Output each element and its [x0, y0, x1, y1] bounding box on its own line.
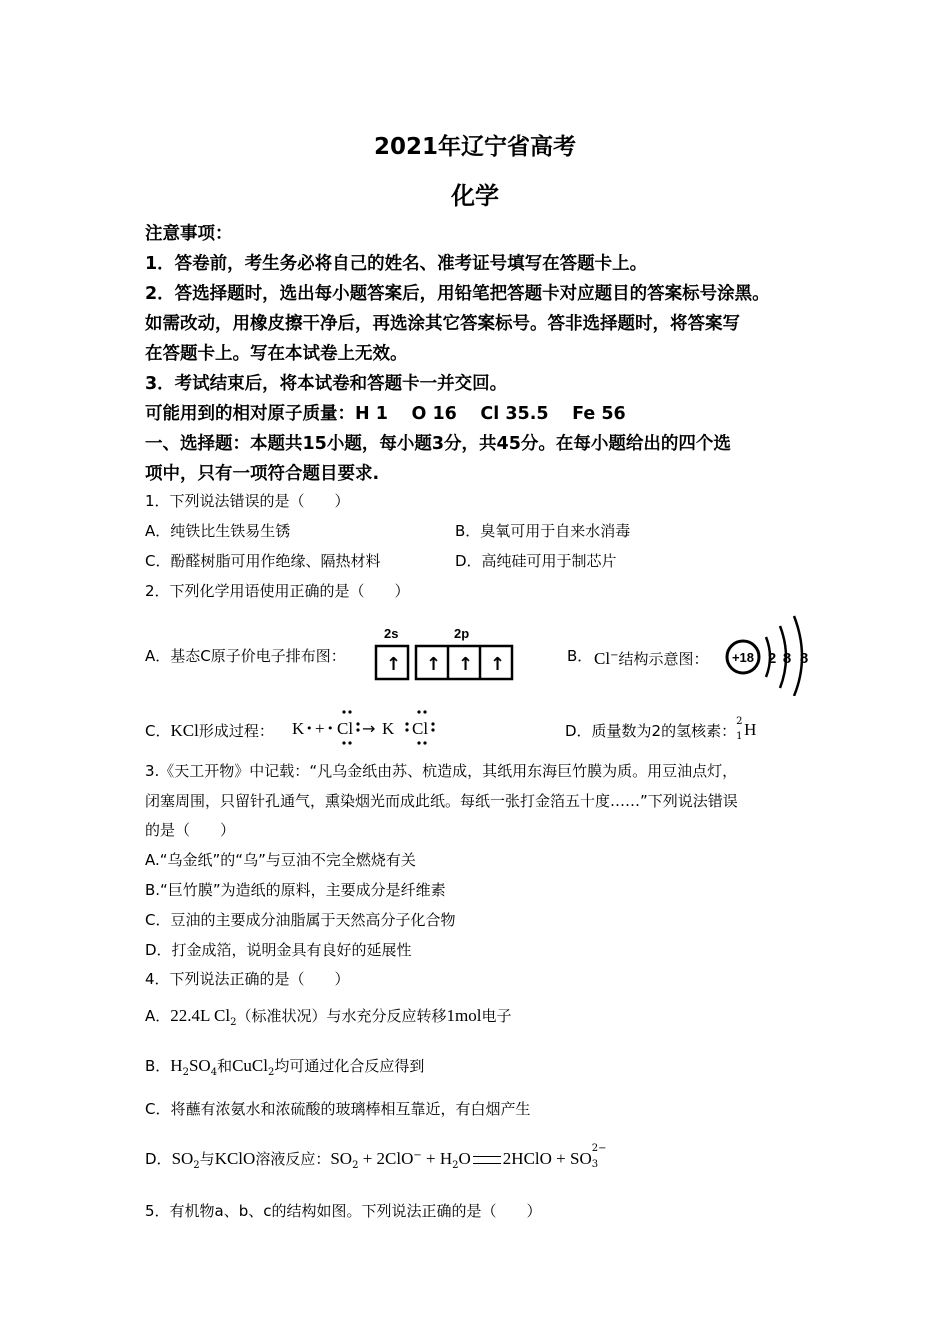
equation-clo-charge: − [413, 1150, 422, 1161]
equation-products: 2HClO + SO [502, 1149, 592, 1168]
q2-option-c-text: 形成过程： [198, 722, 274, 740]
chloride-in-product: Cl [412, 719, 429, 738]
q2-option-d-text: D．质量数为2的氢核素： [565, 722, 737, 740]
notice-item-1: 1．答卷前，考生务必将自己的姓名、准考证号填写在答题卡上。 [145, 254, 648, 274]
sulfuric-acid-h: H [170, 1056, 183, 1075]
q1-option-a: A．纯铁比生铁易生锈 [145, 522, 291, 540]
electron-arrow: ↑ [458, 654, 474, 675]
q1-option-b: B．臭氧可用于自来水消毒 [455, 522, 631, 540]
electron-dot: • [306, 722, 313, 735]
atomic-number: 1 [736, 730, 743, 742]
q4-option-a-text-2: 电子 [481, 1007, 512, 1025]
electron-dot: • [327, 722, 334, 735]
q3-option-a: A.“乌金纸”的“乌”与豆油不完全燃烧有关 [145, 851, 416, 869]
shell-3-count: 8 [799, 650, 809, 667]
equation-clo: + 2ClO [358, 1149, 414, 1168]
q4-option-d-with: 与 [199, 1150, 215, 1168]
notice-item-2-line-2: 如需改动，用橡皮擦干净后，再选涂其它答案标号。答非选择题时，将答案写 [145, 314, 740, 334]
notice-item-3: 3．考试结束后，将本试卷和答题卡一并交回。 [145, 374, 508, 394]
q2-option-b-text: 结构示意图： [618, 650, 709, 668]
q1-option-c: C．酚醛树脂可用作绝缘、隔热材料 [145, 552, 381, 570]
copper-chloride: CuCl [232, 1056, 268, 1075]
chloride-charge: − [610, 650, 619, 661]
sulfite-charge: 2− [591, 1142, 607, 1154]
q4-option-b [145, 1055, 424, 1078]
subject-title: 化学 [451, 182, 499, 210]
orbital-diagram [372, 624, 517, 686]
potassium-atom: K [292, 719, 305, 738]
chlorine-atom: Cl [337, 719, 354, 738]
nucleus-charge: +18 [731, 650, 755, 665]
q4-option-d-text: 溶液反应： [255, 1150, 331, 1168]
shell-2-count: 8 [782, 650, 792, 667]
q4-option-a [145, 1005, 511, 1028]
q4-option-b-text: 均可通过化合反应得到 [274, 1057, 425, 1075]
sulfite-subscript: 3 [591, 1158, 599, 1170]
q3-stem-line-2: 闭塞周围，只留针孔通气，熏染烟光而成此纸。每纸一张打金箔五十度……”下列说法错误 [145, 792, 738, 810]
sulfuric-acid-so-subscript: 4 [210, 1067, 218, 1078]
so2-subscript: 2 [193, 1160, 200, 1171]
atomic-mass-line: 可能用到的相对原子质量：H 1 O 16 Cl 35.5 Fe 56 [145, 404, 626, 424]
q1-stem: 1．下列说法错误的是（ ） [145, 492, 350, 510]
q3-option-c: C．豆油的主要成分油脂属于天然高分子化合物 [145, 911, 456, 929]
mol-amount: 1mol [446, 1006, 482, 1025]
chlorine-subscript: 2 [230, 1017, 237, 1028]
kcl-formation-equation [292, 706, 452, 750]
mass-number: 2 [736, 715, 743, 727]
q3-option-b: B.“巨竹膜”为造纸的原料，主要成分是纤维素 [145, 881, 446, 899]
orbital-label-2p: 2p [454, 626, 470, 641]
q3-stem-line-3: 的是（ ） [145, 821, 236, 839]
equation-h: + H [421, 1149, 453, 1168]
hydrogen-symbol: H [744, 719, 757, 739]
q4-option-d [145, 1142, 610, 1171]
plus-sign: + [315, 719, 325, 738]
chlorine-volume: 22.4L Cl [170, 1006, 231, 1025]
q2-option-c [145, 720, 274, 741]
sulfuric-acid-h-subscript: 2 [182, 1067, 189, 1078]
q4-stem: 4．下列说法正确的是（ ） [145, 970, 350, 988]
kcl-formula: KCl [170, 721, 199, 740]
q2-option-d [565, 715, 762, 742]
kclo-formula: KClO [214, 1149, 256, 1168]
shell-1-count: 2 [767, 650, 777, 667]
equation-so2: SO [330, 1149, 353, 1168]
section-1-line-2: 项中，只有一项符合题目要求. [145, 464, 380, 484]
reaction-arrow: → [362, 719, 376, 738]
so2-formula: SO [171, 1149, 194, 1168]
q3-option-d: D．打金成箔，说明金具有良好的延展性 [145, 941, 412, 959]
q5-stem: 5．有机物a、b、c的结构如图。下列说法正确的是（ ） [145, 1202, 542, 1220]
electron-arrow: ↑ [426, 654, 442, 675]
equation-so2-subscript: 2 [352, 1160, 359, 1171]
q3-stem-line-1: 3.《天工开物》中记载：“凡乌金纸由苏、杭造成，其纸用东海巨竹膜为质。用豆油点灯， [145, 762, 738, 780]
q4-option-c: C．将蘸有浓氨水和浓硫酸的玻璃棒相互靠近，有白烟产生 [145, 1100, 531, 1118]
sulfuric-acid-so: SO [188, 1056, 211, 1075]
equation-o: O [458, 1149, 471, 1168]
electron-arrow: ↑ [386, 654, 402, 675]
orbital-label-2s: 2s [384, 626, 399, 641]
notice-item-2-line-3: 在答题卡上。写在本试卷上无效。 [145, 344, 408, 364]
chloride-ion: Cl [594, 649, 611, 668]
q4-option-d-label: D． [145, 1150, 172, 1168]
q4-option-b-and: 和 [217, 1057, 233, 1075]
atomic-structure-diagram [722, 612, 814, 696]
q4-option-a-text-1: （标准状况）与水充分反应转移 [236, 1007, 447, 1025]
exam-title: 2021年辽宁省高考 [373, 134, 576, 160]
copper-chloride-subscript: 2 [267, 1067, 275, 1078]
notice-heading: 注意事项： [145, 224, 233, 244]
potassium-ion: K [382, 719, 395, 738]
q1-option-d: D．高纯硅可用于制芯片 [455, 552, 617, 570]
electron-arrow: ↑ [490, 654, 506, 675]
q4-option-a-label: A． [145, 1007, 171, 1025]
q2-option-c-label: C． [145, 722, 171, 740]
notice-item-2-line-1: 2．答选择题时，选出每小题答案后，用铅笔把答题卡对应题目的答案标号涂黑。 [145, 284, 770, 304]
q2-option-a-text: A．基态C原子价电子排布图： [145, 647, 346, 665]
equals-sign [473, 1156, 501, 1164]
q4-option-b-label: B． [145, 1057, 171, 1075]
q2-option-b-formula [594, 648, 708, 669]
equation-h-subscript: 2 [452, 1160, 459, 1171]
q2-option-b-label: B． [567, 647, 593, 665]
section-1-line-1: 一、选择题：本题共15小题，每小题3分，共45分。在每小题给出的四个选 [145, 434, 731, 454]
q2-stem: 2．下列化学用语使用正确的是（ ） [145, 582, 410, 600]
